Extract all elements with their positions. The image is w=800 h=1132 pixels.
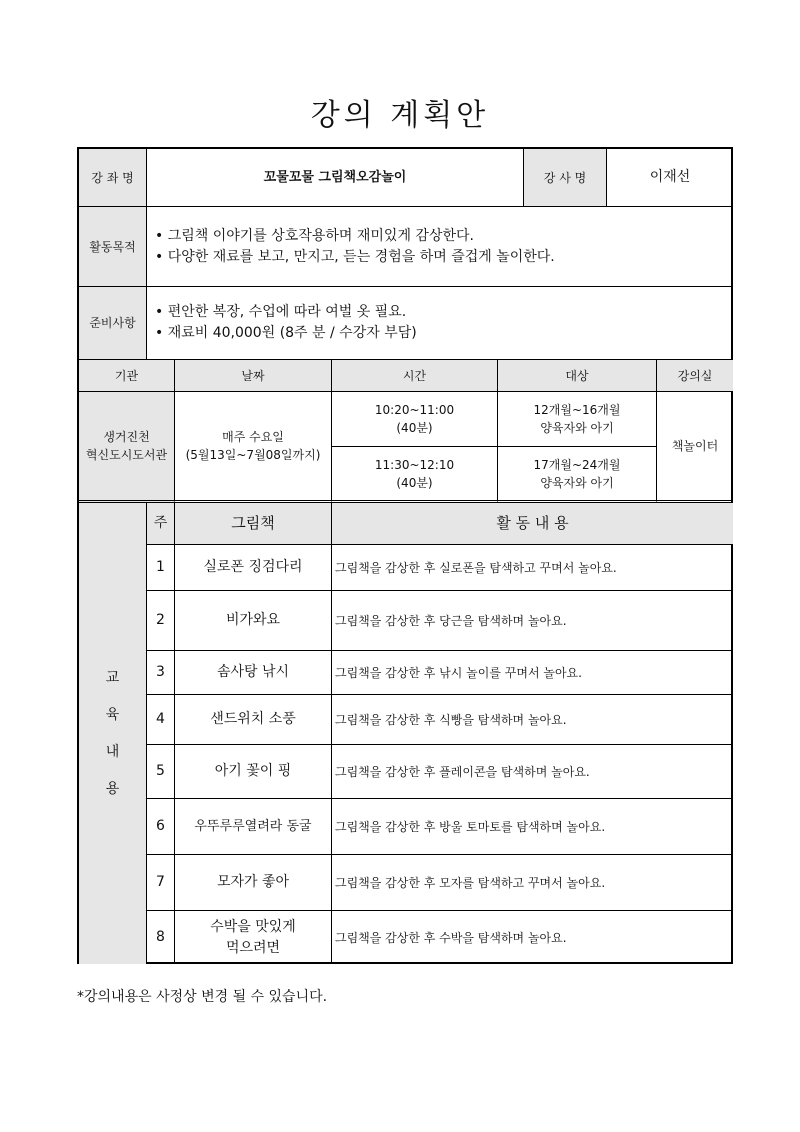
session-time (332, 447, 498, 503)
purpose-content (147, 207, 733, 287)
week-number: 3 (147, 651, 175, 695)
purpose-item: • 다양한 재료를 보고, 만지고, 듣는 경험을 하며 즐겁게 놀이한다. (155, 248, 555, 265)
activity-description: 그림책을 감상한 후 낚시 놀이를 꾸며서 놀아요. (332, 651, 733, 695)
week-number: 4 (147, 695, 175, 745)
week-number: 2 (147, 591, 175, 651)
prep-item: • 재료비 40,000원 (8주 분 / 수강자 부담) (155, 325, 417, 341)
schedule-room: 책놀이터 (657, 392, 733, 503)
activity-description: 그림책을 감상한 후 모자를 탐색하고 꾸며서 놀아요. (332, 855, 733, 911)
org-line: 생거진천 (103, 430, 150, 444)
session-time-range: 10:20~11:00 (374, 403, 455, 417)
schedule-org (79, 392, 175, 503)
week-number: 1 (147, 545, 175, 591)
date-line: 매주 수요일 (222, 430, 284, 444)
schedule-header-target: 대상 (498, 360, 657, 392)
prep-content (147, 287, 733, 360)
session-age: 12개월~16개월 (533, 403, 621, 417)
week-number: 5 (147, 745, 175, 799)
purpose-label: 활동목적 (79, 207, 147, 287)
session-duration: (40분) (396, 421, 433, 435)
book-title: 아기 꽃이 핑 (175, 745, 332, 799)
curriculum-header-activity: 활 동 내 용 (332, 503, 733, 545)
course-label: 강 좌 명 (79, 149, 147, 207)
page-title: 강의 계획안 (310, 98, 490, 133)
side-char: 내 (105, 743, 120, 760)
session-time-range: 11:30~12:10 (374, 457, 455, 472)
book-title: 비가와요 (175, 591, 332, 651)
curriculum-header-book: 그림책 (175, 503, 332, 545)
book-title (175, 911, 332, 964)
side-char: 육 (105, 706, 120, 723)
schedule-header-room: 강의실 (657, 360, 733, 392)
book-title: 모자가 좋아 (175, 855, 332, 911)
side-char: 용 (105, 780, 120, 797)
activity-description: 그림책을 감상한 후 실로폰을 탐색하고 꾸며서 놀아요. (332, 545, 733, 591)
activity-description: 그림책을 감상한 후 식빵을 탐색하며 놀아요. (332, 695, 733, 745)
activity-description: 그림책을 감상한 후 수박을 탐색하며 놀아요. (335, 930, 567, 945)
week-number: 7 (147, 855, 175, 911)
activity-description: 그림책을 감상한 후 방울 토마토를 탐색하며 놀아요. (332, 799, 733, 855)
book-title: 샌드위치 소풍 (175, 695, 332, 745)
schedule-header-org: 기관 (79, 360, 175, 392)
book-title-line: 먹으려면 (225, 939, 281, 956)
session-time (332, 392, 498, 447)
prep-item: • 편안한 복장, 수업에 따라 여벌 옷 필요. (155, 304, 407, 320)
side-char: 교 (105, 669, 120, 686)
schedule-header-date: 날짜 (175, 360, 332, 392)
schedule-date (175, 392, 332, 503)
curriculum-header-week: 주 (147, 503, 175, 545)
week-number: 6 (147, 799, 175, 855)
book-title-line: 수박을 맛있게 (210, 918, 296, 935)
book-title: 솜사탕 낚시 (175, 651, 332, 695)
session-age: 17개월~24개월 (533, 457, 621, 472)
instructor-label: 강 사 명 (524, 149, 607, 207)
curriculum-side-label (79, 503, 147, 964)
footnote: *강의내용은 사정상 변경 될 수 있습니다. (77, 989, 328, 1005)
session-who: 양육자와 아기 (540, 421, 614, 435)
session-duration: (40분) (396, 475, 433, 490)
book-title: 우뚜루루열려라 동굴 (175, 799, 332, 855)
week-number: 8 (147, 911, 175, 964)
instructor-name: 이재선 (607, 149, 733, 207)
purpose-item: • 그림책 이야기를 상호작용하며 재미있게 감상한다. (155, 227, 474, 244)
session-target (498, 447, 657, 503)
schedule-header-time: 시간 (332, 360, 498, 392)
book-title: 실로폰 징검다리 (175, 545, 332, 591)
activity-description: 그림책을 감상한 후 플레이콘을 탐색하며 놀아요. (332, 745, 733, 799)
session-target (498, 392, 657, 447)
org-line: 혁신도시도서관 (85, 448, 168, 462)
date-line: (5월13일~7월08일까지) (185, 448, 321, 462)
prep-label: 준비사항 (79, 287, 147, 360)
lecture-plan-table (77, 147, 733, 964)
course-name: 꼬물꼬물 그림책오감놀이 (147, 149, 524, 207)
activity-description: 그림책을 감상한 후 당근을 탐색하며 놀아요. (332, 591, 733, 651)
session-who: 양육자와 아기 (540, 475, 614, 490)
